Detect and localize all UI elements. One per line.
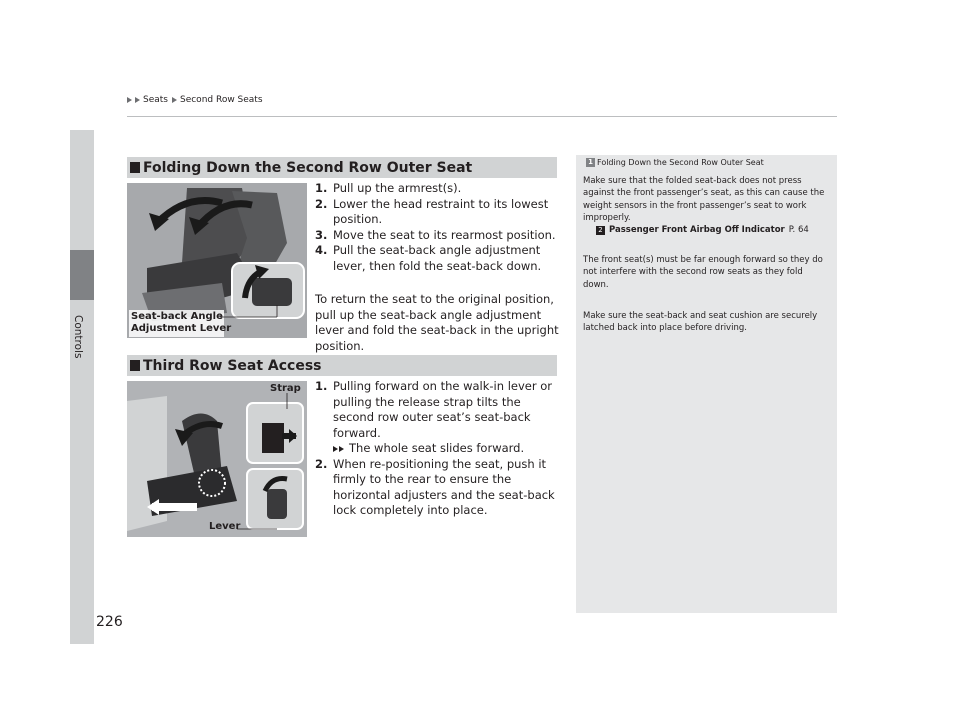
note-xref[interactable]: [596, 224, 831, 236]
step-item: [315, 197, 560, 228]
callout-lever: Lever: [209, 521, 241, 532]
xref-page: P. 64: [788, 225, 809, 235]
step-text: Lower the head restraint to its lowest position.: [333, 196, 549, 226]
step-item: [315, 457, 560, 519]
third-row-steps: [315, 379, 560, 519]
callout-strap: Strap: [270, 383, 301, 394]
section-heading-third-row: [127, 355, 557, 376]
note-title: [586, 158, 764, 167]
note-title-text: Folding Down the Second Row Outer Seat: [597, 158, 764, 167]
step-text: Pull up the armrest(s).: [333, 181, 462, 195]
figure-seat-fold: [127, 183, 307, 338]
breadcrumb: [127, 95, 263, 105]
step-text: Pulling forward on the walk-in lever or pulling the release strap tilts the second row outer seat’s seat-back forward.: [333, 379, 552, 440]
step-text: Move the seat to its rearmost position.: [333, 227, 556, 242]
page-number: 226: [96, 614, 123, 630]
section-title: Folding Down the Second Row Outer Seat: [143, 159, 473, 176]
step-item: [315, 228, 560, 244]
header-rule: [127, 116, 837, 117]
xref-title[interactable]: Passenger Front Airbag Off Indicator: [609, 225, 785, 235]
step-text: Pull the seat-back angle adjustment lever, then fold the seat-back down.: [333, 243, 542, 273]
sidebar-tab: [70, 130, 94, 644]
step-text: When re-positioning the seat, push it firmly to the rear to ensure the horizontal adjusters and the seat-back lock completely into place.: [333, 456, 555, 517]
step-subitem: [315, 441, 560, 457]
section-heading-folding: [127, 157, 557, 178]
callout-seatback-lever-line2: Adjustment Lever: [131, 323, 232, 334]
breadcrumb-item-seats[interactable]: Seats: [143, 95, 168, 105]
step-item: [315, 243, 560, 274]
step-number: 2.: [315, 456, 328, 471]
xref-icon: 2: [596, 226, 605, 235]
step-item: [315, 379, 560, 441]
third-row-illustration: [127, 381, 307, 537]
section-title: Third Row Seat Access: [143, 357, 322, 374]
folding-return-paragraph: To return the seat to the original position, pull up the seat-back angle adjustment lever and fold the seat-back in the upright position.: [315, 292, 559, 353]
step-number: 3.: [315, 227, 328, 242]
figure-third-row-access: [127, 381, 307, 537]
note-number-icon: 1: [586, 158, 595, 167]
sidebar-label: Controls: [72, 315, 84, 359]
sub-arrow-icon: [333, 441, 345, 457]
step-number: 1.: [315, 181, 328, 195]
breadcrumb-arrow-icon: [172, 97, 177, 103]
step-number: 2.: [315, 196, 328, 211]
breadcrumb-item-second-row-seats[interactable]: Second Row Seats: [179, 95, 263, 105]
sidebar-section-marker: [70, 250, 94, 300]
note-paragraph: Make sure that the folded seat-back does not press against the front passenger’s seat, as this can cause the weight sensors in the front passenger’s seat to work improperly.: [583, 176, 825, 223]
folding-steps: [315, 181, 560, 274]
note-paragraph: The front seat(s) must be far enough forward so they do not interfere with the second row seats as they fold down.: [583, 255, 823, 290]
step-number: 1.: [315, 379, 328, 393]
callout-seatback-lever-line1: Seat-back Angle: [131, 311, 223, 322]
section-square-icon: [130, 162, 140, 173]
section-square-icon: [130, 360, 140, 371]
step-item: [315, 181, 560, 197]
breadcrumb-arrow-icon: [127, 97, 132, 103]
step-number: 4.: [315, 243, 328, 257]
step-subtext: The whole seat slides forward.: [349, 441, 525, 455]
breadcrumb-arrow-icon: [135, 97, 140, 103]
note-paragraph: Make sure the seat-back and seat cushion are securely latched back into place before driving.: [583, 311, 818, 334]
